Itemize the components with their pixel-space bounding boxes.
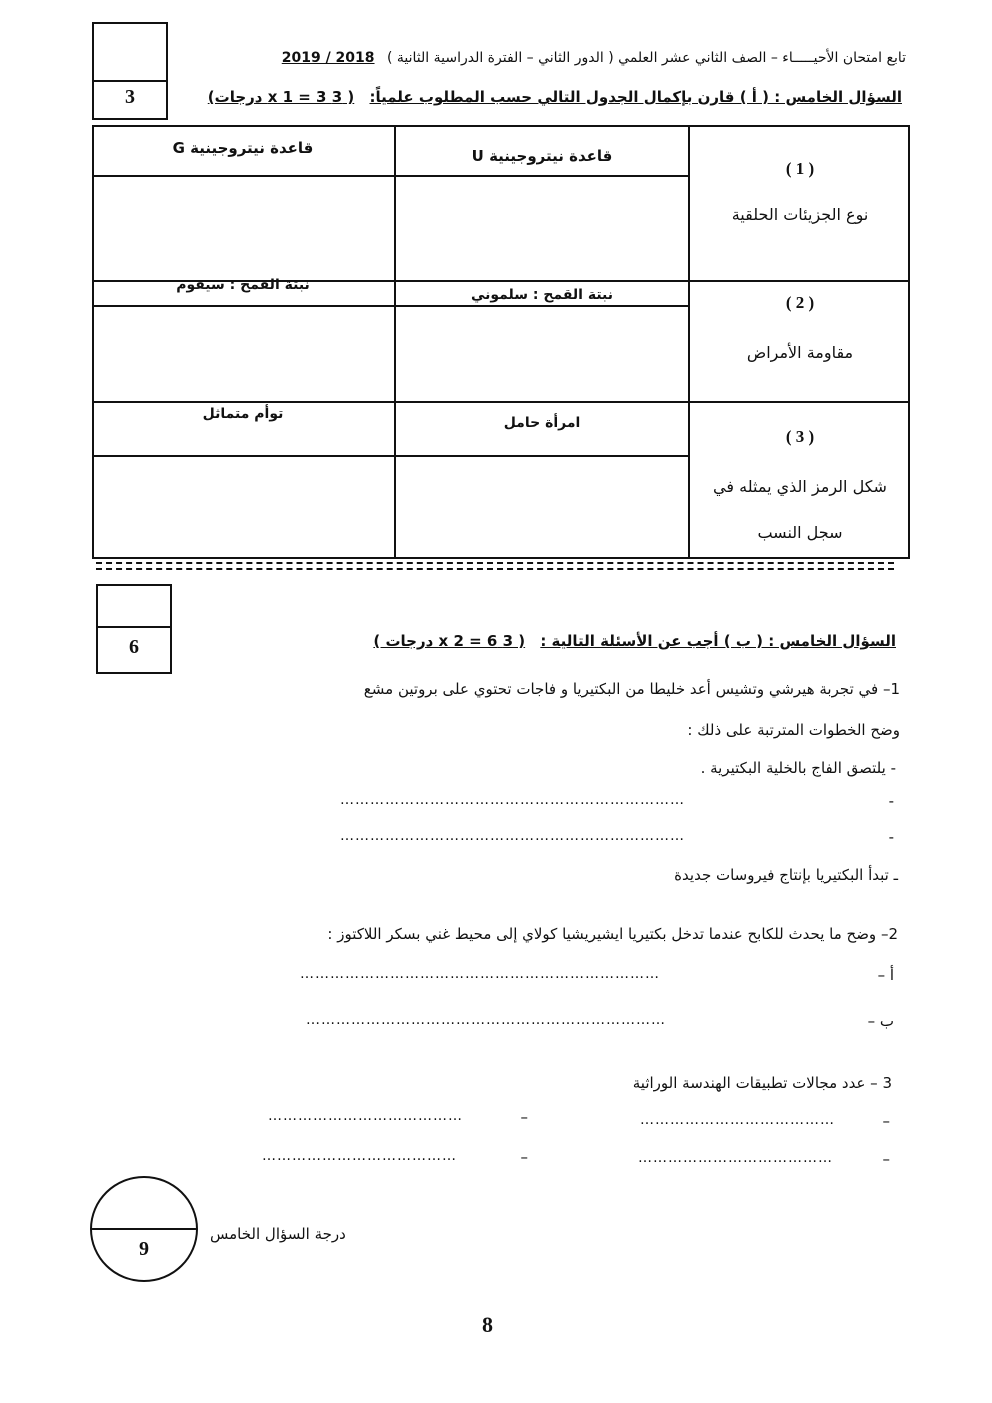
- row2-label: مقاومة الأمراض: [746, 343, 854, 362]
- row2-answer-col1[interactable]: [396, 307, 688, 401]
- q1-last-step: ـ تبدأ البكتيريا بإنتاج فيروسات جديدة: [674, 866, 898, 884]
- q2-answer-b[interactable]: [306, 1012, 900, 1034]
- q1-line2: وضح الخطوات المترتبة على ذلك :: [687, 721, 900, 739]
- q3-dash-l1: –: [520, 1108, 528, 1126]
- q3-dots-l2: …………………………………: [262, 1148, 457, 1164]
- q1-answer-line-1[interactable]: [340, 792, 900, 814]
- row3-label-line1: شكل الرمز الذي يمثله في: [713, 477, 887, 496]
- header-title-text: تابع امتحان الأحيـــــاء – الصف الثاني عشر العلمي ( الدور الثاني – الفترة الدراسية الثانية ): [386, 50, 906, 66]
- q1-step1: - يلتصق الفاج بالخلية البكتيرية .: [700, 759, 896, 777]
- q1-dots-1: ……………………………………………………………: [340, 792, 685, 808]
- q2-dots-b: ………………………………………………………………: [306, 1012, 666, 1028]
- row3-number: ( 3 ): [785, 427, 815, 446]
- q1-answer-line-2[interactable]: [340, 828, 900, 850]
- q3-answer-right-2[interactable]: [638, 1150, 894, 1172]
- q1-dash-2: -: [888, 828, 894, 846]
- q1-line1: 1– في تجربة هيرشي وتشيس أعد خليطا من البكتيريا و فاجات تحتوي على بروتين مشع: [363, 680, 900, 698]
- row1-col2: قاعدة نيتروجينية G: [172, 139, 314, 157]
- part-b-heading: [373, 632, 896, 650]
- row1-col1: قاعدة نيتروجينية U: [471, 147, 613, 165]
- row1-number: ( 1 ): [785, 159, 815, 178]
- q3-dash-r2: –: [882, 1150, 890, 1168]
- row3-label-line2: سجل النسب: [757, 523, 843, 542]
- q3-dots-r2: …………………………………: [638, 1150, 833, 1166]
- q2-answer-a[interactable]: [300, 966, 900, 988]
- part-a-heading-text: السؤال الخامس : ( أ ) قارن بإكمال الجدول التالي حسب المطلوب علمياً:: [369, 88, 902, 106]
- row3-col2: توأم متماثل: [202, 406, 284, 422]
- q3-answer-right-1[interactable]: [640, 1112, 894, 1134]
- q2-label-b: ب –: [867, 1012, 894, 1030]
- q1-dots-2: ……………………………………………………………: [340, 828, 685, 844]
- q3-dots-r1: …………………………………: [640, 1112, 835, 1128]
- row3-answer-col2[interactable]: [94, 457, 394, 555]
- comparison-table: [92, 125, 910, 559]
- q1-dash-1: -: [888, 792, 894, 810]
- total-score: 9: [139, 1238, 149, 1260]
- row1-answer-col1[interactable]: [396, 177, 688, 280]
- row2-col2: نبتة القمح : سيفوم: [176, 277, 310, 293]
- row2-number: ( 2 ): [785, 293, 815, 312]
- section-separator: [96, 562, 894, 570]
- q3-answer-left-2[interactable]: [262, 1148, 532, 1170]
- total-score-circle: [90, 1176, 198, 1282]
- header-year: 2019 / 2018: [281, 50, 375, 66]
- q3-answer-left-1[interactable]: [268, 1108, 532, 1130]
- total-score-label: درجة السؤال الخامس: [210, 1225, 346, 1243]
- q2-label-a: أ –: [877, 966, 894, 984]
- row2-answer-col2[interactable]: [94, 307, 394, 401]
- part-a-score-box: [92, 22, 168, 120]
- part-b-score-box: [96, 584, 172, 674]
- row3-col1: امرأة حامل: [503, 415, 581, 431]
- q3-dots-l1: …………………………………: [268, 1108, 463, 1124]
- q3-dash-r1: –: [882, 1112, 890, 1130]
- q3-dash-l2: –: [520, 1148, 528, 1166]
- q3-line: 3 – عدد مجالات تطبيقات الهندسة الوراثية: [632, 1074, 892, 1092]
- q2-line: 2– وضح ما يحدث للكابح عندما تدخل بكتيريا ايشيريشيا كولاي إلى محيط غني بسكر اللاكتوز :: [327, 925, 898, 943]
- page-number: 8: [482, 1312, 493, 1337]
- row3-answer-col1[interactable]: [396, 457, 688, 555]
- q2-dots-a: ………………………………………………………………: [300, 966, 660, 982]
- row1-label: نوع الجزيئات الحلقية: [731, 205, 869, 224]
- part-a-marks: ( 3 x 1 = 3 درجات): [207, 88, 355, 106]
- row1-answer-col2[interactable]: [94, 177, 394, 280]
- part-b-heading-text: السؤال الخامس : ( ب ) أجب عن الأسئلة التالية :: [540, 632, 896, 650]
- part-a-score: 3: [125, 86, 135, 108]
- row2-col1: نبتة القمح : سلموني: [470, 287, 614, 303]
- part-b-marks: ( 3 x 2 = 6 درجات ): [373, 632, 526, 650]
- part-a-heading: [208, 88, 902, 106]
- exam-header-title: [282, 50, 906, 66]
- part-b-score: 6: [129, 636, 139, 658]
